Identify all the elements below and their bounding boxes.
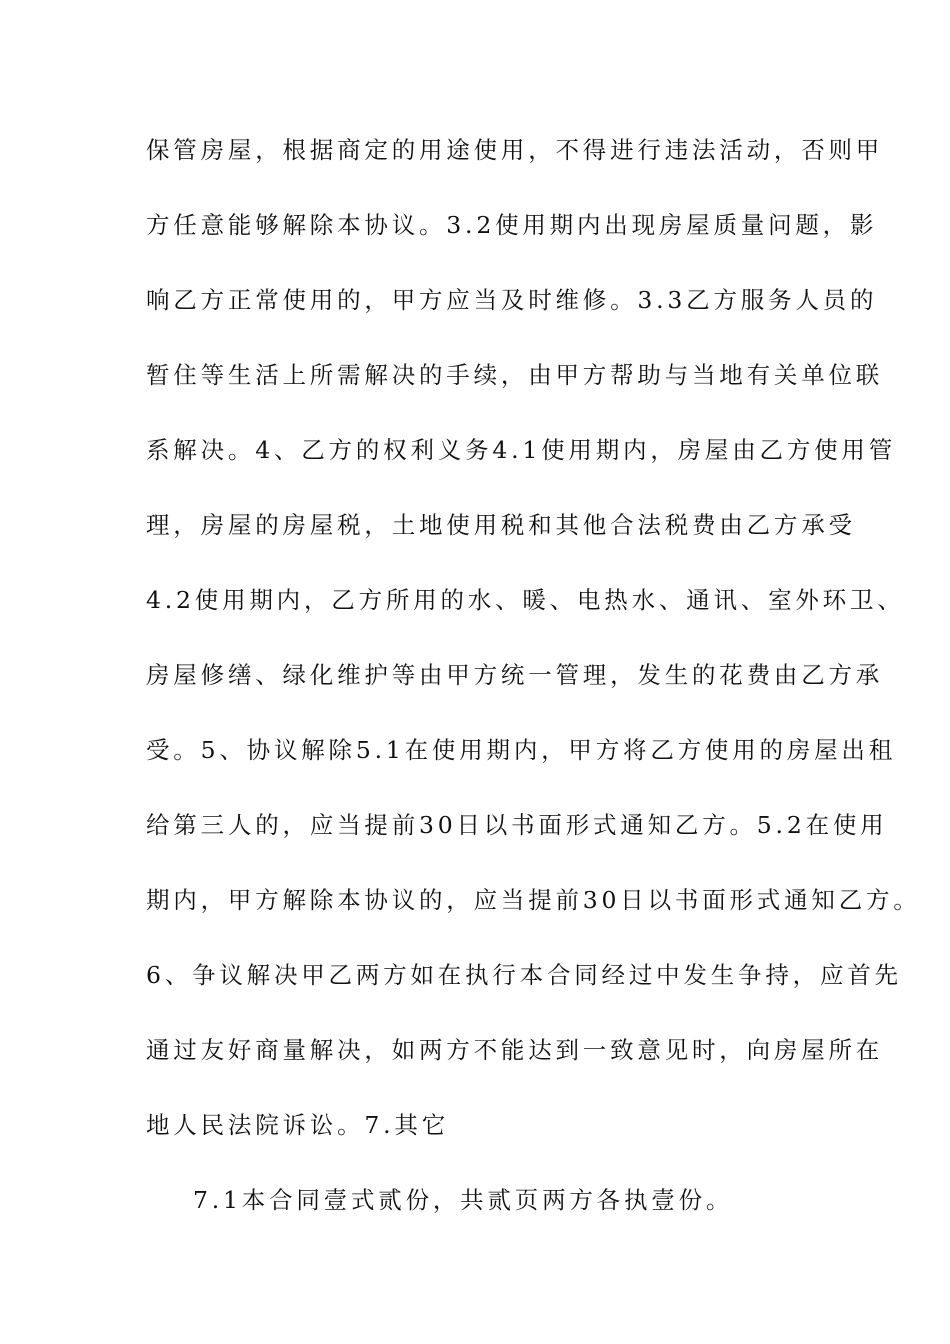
paragraph-line-9: 受。5、协议解除5.1在使用期内，甲方将乙方使用的房屋出租 (146, 736, 897, 764)
paragraph-line-5: 系解决。4、乙方的权利义务4.1使用期内，房屋由乙方使用管 (146, 436, 897, 464)
paragraph-line-7: 4.2使用期内，乙方所用的水、暖、电热水、通讯、室外环卫、 (146, 586, 905, 614)
paragraph-line-11: 期内，甲方解除本协议的，应当提前30日以书面形式通知乙方。 (146, 886, 921, 914)
paragraph-line-12: 6、争议解决甲乙两方如在执行本合同经过中发生争持，应首先 (146, 961, 902, 989)
paragraph-line-8: 房屋修缮、绿化维护等由甲方统一管理，发生的花费由乙方承 (146, 661, 884, 689)
paragraph-line-3: 响乙方正常使用的，甲方应当及时维修。3.3乙方服务人员的 (146, 286, 878, 314)
paragraph-line-14: 地人民法院诉讼。7.其它 (146, 1111, 450, 1139)
paragraph-line-13: 通过友好商量解决，如两方不能达到一致意见时，向房屋所在 (146, 1036, 884, 1064)
clause-7-1-line: 7.1本合同壹式贰份，共贰页两方各执壹份。 (193, 1186, 734, 1214)
paragraph-line-4: 暂住等生活上所需解决的手续，由甲方帮助与当地有关单位联 (146, 361, 884, 389)
paragraph-line-2: 方任意能够解除本协议。3.2使用期内出现房屋质量问题，影 (146, 211, 878, 239)
paragraph-line-10: 给第三人的，应当提前30日以书面形式通知乙方。5.2在使用 (146, 811, 888, 839)
paragraph-line-1: 保管房屋，根据商定的用途使用，不得进行违法活动，否则甲 (146, 136, 884, 164)
paragraph-line-6: 理，房屋的房屋税，土地使用税和其他合法税费由乙方承受 (146, 511, 856, 539)
